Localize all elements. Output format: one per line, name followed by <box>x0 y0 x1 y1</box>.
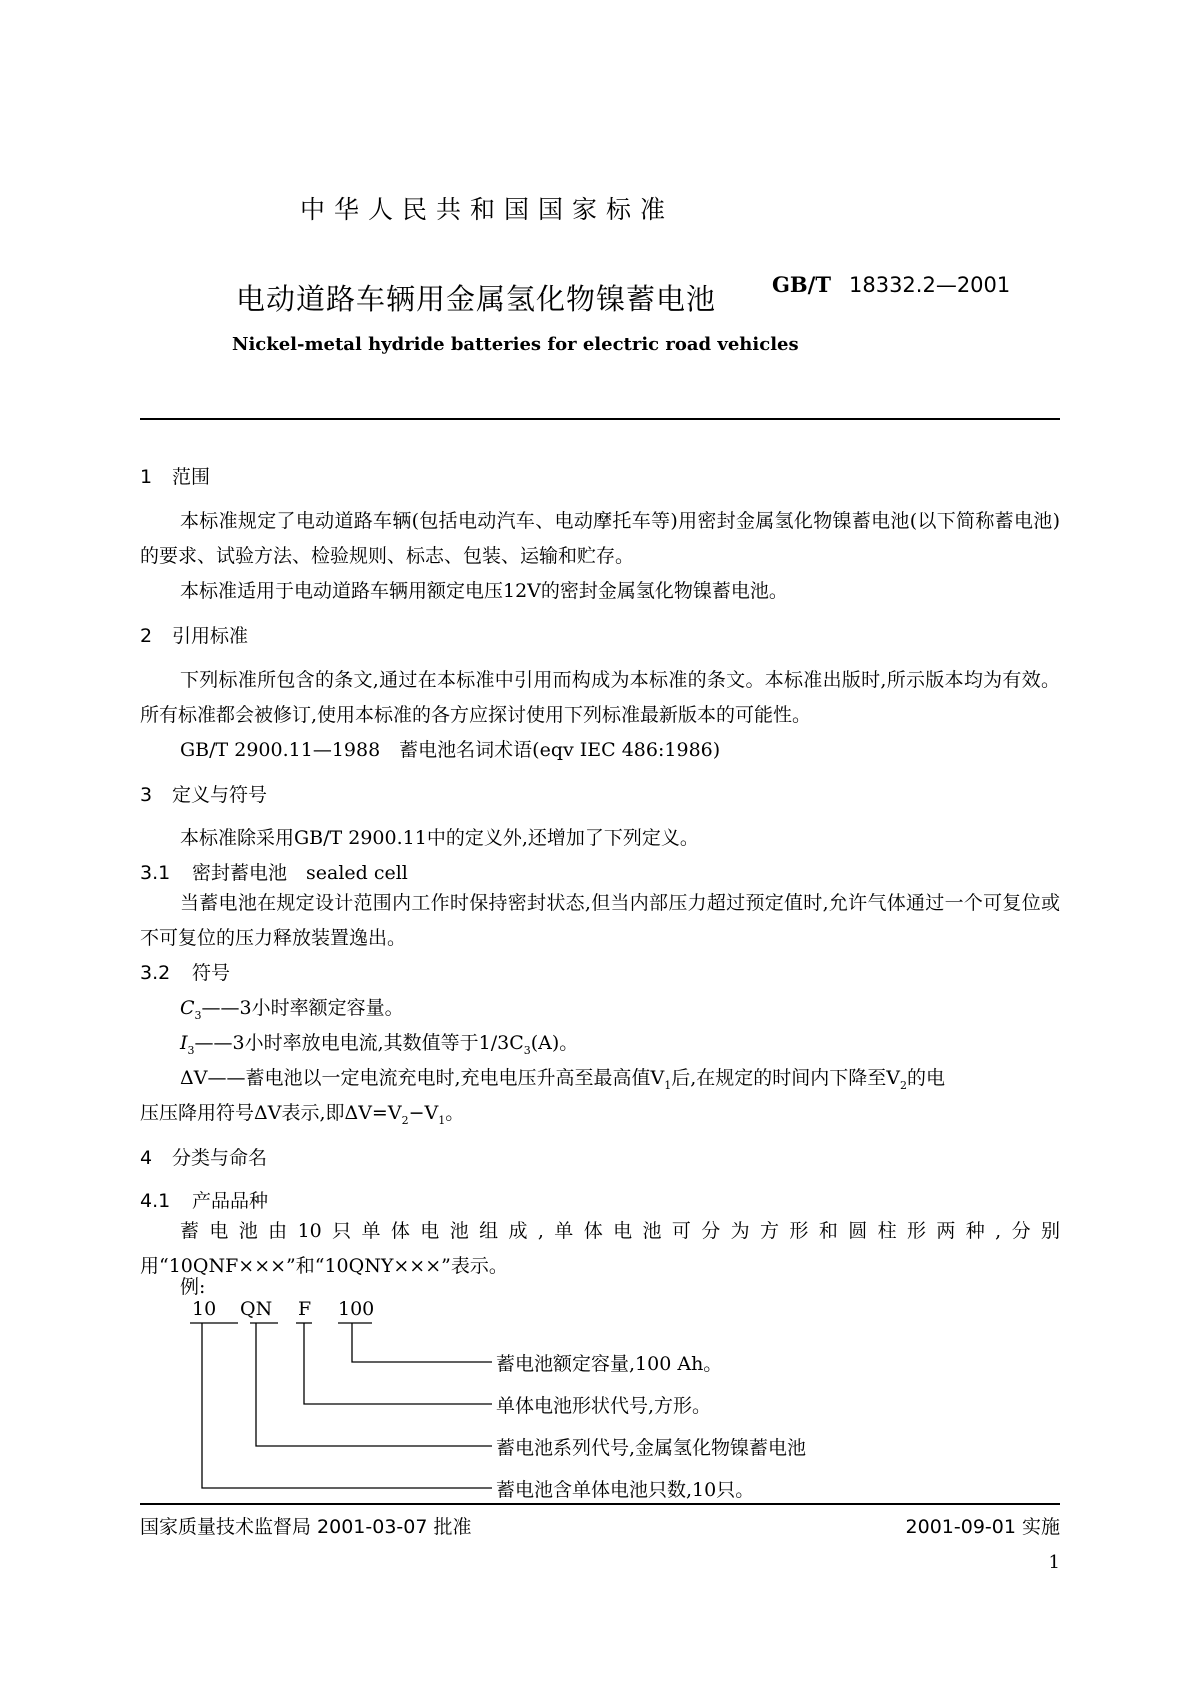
english-title: Nickel-metal hydride batteries for electric road vehicles <box>232 334 799 355</box>
symbol: C <box>180 997 195 1019</box>
subsection-number: 3.1 <box>140 862 171 884</box>
national-standard-heading: 中华人民共和国国家标准 <box>300 195 675 224</box>
desc-shape: 单体电池形状代号,方形。 <box>496 1395 712 1417</box>
symbol-subscript: 3 <box>187 1043 195 1057</box>
symbol-text: (A)。 <box>530 1032 579 1054</box>
symbol-text: ——3小时率额定容量。 <box>201 997 404 1019</box>
section-title: 引用标准 <box>172 625 249 647</box>
code-cell-count: 10 <box>192 1298 217 1320</box>
subsection-number: 4.1 <box>140 1190 171 1212</box>
symbol-text: ——3小时率放电电流,其数值等于1/3C <box>194 1032 524 1054</box>
symbol-text: 的电 <box>906 1067 945 1089</box>
subsection-number: 3.2 <box>140 962 171 984</box>
subsection-title: 密封蓄电池 sealed cell <box>192 862 408 884</box>
leader-series <box>256 1323 492 1446</box>
section-title: 范围 <box>172 466 211 488</box>
symbol-text: 压压降用符号ΔV表示,即ΔV=V <box>140 1102 402 1124</box>
standard-prefix: GB/T <box>772 272 831 297</box>
section-3-paragraph-1: 本标准除采用GB/T 2900.11中的定义外,还增加了下列定义。 <box>180 827 699 849</box>
code-shape: F <box>298 1298 312 1320</box>
subsection-4-1-text: 蓄电池由10只单体电池组成,单体电池可分为方形和圆柱形两种,分别用“10QNF×××”和“10QNY×××”表示。 <box>140 1220 1060 1277</box>
symbol-text: −V <box>408 1102 439 1124</box>
example-label: 例: <box>180 1276 206 1298</box>
leader-capacity <box>352 1323 492 1362</box>
desc-capacity: 蓄电池额定容量,100 Ah。 <box>496 1353 723 1375</box>
desc-cell-count: 蓄电池含单体电池只数,10只。 <box>496 1479 755 1501</box>
symbol-subscript: 2 <box>899 1078 907 1092</box>
section-title: 定义与符号 <box>172 784 268 806</box>
footer-rule <box>140 1503 1060 1505</box>
standard-code: 18332.2—2001 <box>848 273 1011 297</box>
section-number: 4 <box>140 1147 153 1169</box>
section-number: 1 <box>140 466 153 488</box>
normative-reference: GB/T 2900.11—1988 蓄电池名词术语(eqv IEC 486:1986) <box>180 739 721 761</box>
section-2-paragraph-1: 下列标准所包含的条文,通过在本标准中引用而构成为本标准的条文。本标准出版时,所示版本均为有效。所有标准都会被修订,使用本标准的各方应探讨使用下列标准最新版本的可能性。 <box>140 669 1060 726</box>
document-title: 电动道路车辆用金属氢化物镍蓄电池 <box>236 282 717 316</box>
subsection-3-1-text: 当蓄电池在规定设计范围内工作时保持密封状态,但当内部压力超过预定值时,允许气体通过一个可复位或不可复位的压力释放装置逸出。 <box>140 892 1060 949</box>
symbol-subscript: 2 <box>401 1113 409 1127</box>
implementation-date: 2001-09-01 实施 <box>905 1516 1060 1538</box>
section-number: 3 <box>140 784 153 806</box>
subsection-title: 符号 <box>192 962 231 984</box>
symbol-subscript: 1 <box>664 1078 672 1092</box>
leader-shape <box>304 1323 492 1404</box>
symbol-subscript: 1 <box>438 1113 446 1127</box>
subsection-title: 产品品种 <box>192 1190 269 1212</box>
approval-date: 国家质量技术监督局 2001-03-07 批准 <box>140 1516 472 1538</box>
section-1-paragraph-2: 本标准适用于电动道路车辆用额定电压12V的密封金属氢化物镍蓄电池。 <box>180 580 788 602</box>
symbol-subscript: 3 <box>194 1008 202 1022</box>
symbol-text: 后,在规定的时间内下降至V <box>671 1067 900 1089</box>
section-title: 分类与命名 <box>172 1147 268 1169</box>
symbol-subscript: 3 <box>523 1043 531 1057</box>
code-capacity: 100 <box>338 1298 375 1320</box>
symbol: I <box>180 1032 188 1054</box>
code-series: QN <box>240 1298 273 1320</box>
leader-cell-count <box>202 1323 492 1488</box>
symbol-text: ΔV——蓄电池以一定电流充电时,充电电压升高至最高值V <box>180 1067 665 1089</box>
desc-series: 蓄电池系列代号,金属氢化物镍蓄电池 <box>496 1437 807 1459</box>
page-number: 1 <box>1048 1552 1060 1573</box>
section-number: 2 <box>140 625 153 647</box>
symbol-text: 。 <box>445 1102 465 1124</box>
section-1-paragraph-1: 本标准规定了电动道路车辆(包括电动汽车、电动摩托车等)用密封金属氢化物镍蓄电池(以下简称蓄电池)的要求、试验方法、检验规则、标志、包装、运输和贮存。 <box>140 510 1060 567</box>
